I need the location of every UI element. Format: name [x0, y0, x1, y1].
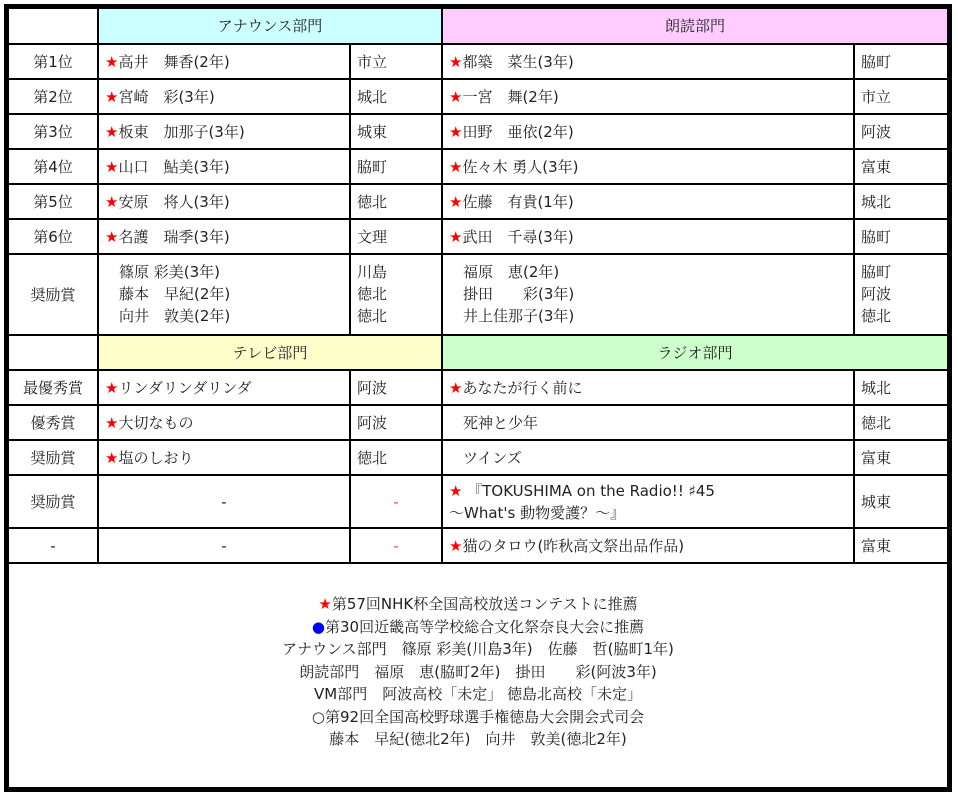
table-row: [9, 44, 947, 79]
table-row: [9, 405, 947, 440]
star-icon: ★: [105, 192, 119, 211]
note-kinki: ●第30回近畿高等学校総合文化祭奈良大会に推薦: [311, 617, 645, 636]
announce-winner: ★板東 加那子(3年): [98, 114, 350, 149]
corner-cell: [9, 9, 98, 44]
announce-winner: ★名護 瑞季(3年): [98, 219, 350, 254]
note-nhk: ★第57回NHK杯全国高校放送コンテストに推薦: [318, 595, 638, 613]
note-kinki-vm: VM部門 阿波高校「未定」 徳島北高校「未定」: [314, 685, 642, 703]
tv-school: -: [350, 528, 442, 563]
announce-encouragement-schools: [350, 254, 442, 335]
list-item: 脇町: [861, 262, 892, 281]
list-item: 徳北: [357, 306, 388, 325]
award-label: 最優秀賞: [9, 370, 98, 405]
radio-school: 徳北: [854, 405, 947, 440]
rank-label: 第6位: [9, 219, 98, 254]
star-icon: ★: [449, 481, 463, 500]
list-item: 阿波: [861, 284, 892, 303]
table-row: [9, 79, 947, 114]
table-row: [9, 440, 947, 475]
radio-title: ★猫のタロウ(昨秋高文祭出品作品): [442, 528, 854, 563]
tv-title: ★リンダリンダリンダ: [98, 370, 350, 405]
tv-title: -: [98, 528, 350, 563]
announce-school: 文理: [350, 219, 442, 254]
header-row-speech: [9, 9, 947, 44]
rank-label: 第1位: [9, 44, 98, 79]
star-icon: ★: [105, 157, 119, 176]
announce-winner: ★山口 鮎美(3年): [98, 149, 350, 184]
star-icon: ★: [105, 413, 119, 432]
rank-label: 第4位: [9, 149, 98, 184]
reading-section-header: 朗読部門: [442, 9, 947, 44]
tv-title: ★塩のしおり: [98, 440, 350, 475]
announce-school: 市立: [350, 44, 442, 79]
reading-school: 脇町: [854, 44, 947, 79]
table-row: [9, 370, 947, 405]
announce-encouragement-names: [98, 254, 350, 335]
list-item: 藤本 早紀(2年): [119, 284, 231, 303]
radio-title: 死神と少年: [442, 405, 854, 440]
announce-winner: ★高井 舞香(2年): [98, 44, 350, 79]
star-icon: ★: [105, 227, 119, 246]
note-kinki-announce: アナウンス部門 篠原 彩美(川島3年) 佐藤 哲(脇町1年): [282, 640, 674, 658]
list-item: 井上佳那子(3年): [463, 306, 575, 325]
tv-school: 徳北: [350, 440, 442, 475]
reading-school: 阿波: [854, 114, 947, 149]
radio-title: ★あなたが行く前に: [442, 370, 854, 405]
tv-title: ★大切なもの: [98, 405, 350, 440]
list-item: 福原 恵(2年): [463, 262, 560, 281]
star-icon: ★: [449, 192, 463, 211]
list-item: 向井 敦美(2年): [119, 306, 231, 325]
award-label: 優秀賞: [9, 405, 98, 440]
reading-winner: ★佐々木 勇人(3年): [442, 149, 854, 184]
corner-cell: [9, 335, 98, 370]
announce-winner: ★安原 将人(3年): [98, 184, 350, 219]
star-icon: ★: [105, 52, 119, 71]
radio-school: 富東: [854, 440, 947, 475]
star-icon: ★: [105, 378, 119, 397]
reading-winner: ★佐藤 有貴(1年): [442, 184, 854, 219]
table-row: [9, 475, 947, 528]
star-icon: ★: [449, 87, 463, 106]
reading-winner: ★武田 千尋(3年): [442, 219, 854, 254]
note-kinki-reading: 朗読部門 福原 恵(脇町2年) 掛田 彩(阿波3年): [299, 662, 657, 681]
header-row-program: [9, 335, 947, 370]
radio-school: 城東: [854, 475, 947, 528]
star-icon: ★: [449, 122, 463, 141]
blue-circle-icon: ●: [311, 617, 325, 636]
table-row: [9, 114, 947, 149]
star-icon: ★: [105, 87, 119, 106]
table-row: [9, 528, 947, 563]
note-baseball-names: 藤本 早紀(徳北2年) 向井 敦美(徳北2年): [329, 730, 627, 748]
reading-winner: ★都築 菜生(3年): [442, 44, 854, 79]
radio-title: ★ 『TOKUSHIMA on the Radio!! ♯45 ～What's 動物愛護？～』: [442, 475, 854, 528]
list-item: 掛田 彩(3年): [463, 284, 575, 303]
tv-school: 阿波: [350, 370, 442, 405]
star-icon: ★: [105, 122, 119, 141]
star-icon: ★: [449, 157, 463, 176]
tv-school: -: [350, 475, 442, 528]
tv-school: 阿波: [350, 405, 442, 440]
rank-label: 第3位: [9, 114, 98, 149]
rank-label: 奨励賞: [9, 254, 98, 335]
announce-school: 城東: [350, 114, 442, 149]
star-icon: ★: [449, 536, 463, 555]
list-item: 篠原 彩美(3年): [119, 262, 221, 281]
note-baseball: ○第92回全国高校野球選手権徳島大会開会式司会: [311, 707, 645, 726]
encouragement-row: [9, 254, 947, 335]
reading-winner: ★一宮 舞(2年): [442, 79, 854, 114]
table-row: [9, 219, 947, 254]
radio-school: 富東: [854, 528, 947, 563]
results-frame: [4, 4, 952, 792]
announce-school: 城北: [350, 79, 442, 114]
table-row: [9, 184, 947, 219]
star-icon: ★: [449, 227, 463, 246]
announce-school: 徳北: [350, 184, 442, 219]
tv-section-header: テレビ部門: [98, 335, 442, 370]
award-label: 奨励賞: [9, 440, 98, 475]
list-item: 徳北: [357, 284, 388, 303]
radio-school: 城北: [854, 370, 947, 405]
star-icon: ★: [105, 448, 119, 467]
star-icon: ★: [449, 378, 463, 397]
announce-section-header: アナウンス部門: [98, 9, 442, 44]
award-label: 奨励賞: [9, 475, 98, 528]
reading-school: 脇町: [854, 219, 947, 254]
reading-encouragement-schools: [854, 254, 947, 335]
table-row: [9, 149, 947, 184]
radio-title: ツインズ: [442, 440, 854, 475]
results-table: [9, 9, 947, 564]
star-icon: ★: [318, 595, 332, 613]
announce-school: 脇町: [350, 149, 442, 184]
notes-section: [9, 593, 947, 751]
reading-school: 市立: [854, 79, 947, 114]
tv-title: -: [98, 475, 350, 528]
list-item: 川島: [357, 262, 388, 281]
list-item: 徳北: [861, 306, 892, 325]
star-icon: ★: [449, 52, 463, 71]
radio-section-header: ラジオ部門: [442, 335, 947, 370]
rank-label: 第2位: [9, 79, 98, 114]
reading-encouragement-names: [442, 254, 854, 335]
announce-winner: ★宮崎 彩(3年): [98, 79, 350, 114]
reading-school: 富東: [854, 149, 947, 184]
reading-winner: ★田野 亜依(2年): [442, 114, 854, 149]
rank-label: 第5位: [9, 184, 98, 219]
award-label: -: [9, 528, 98, 563]
reading-school: 城北: [854, 184, 947, 219]
